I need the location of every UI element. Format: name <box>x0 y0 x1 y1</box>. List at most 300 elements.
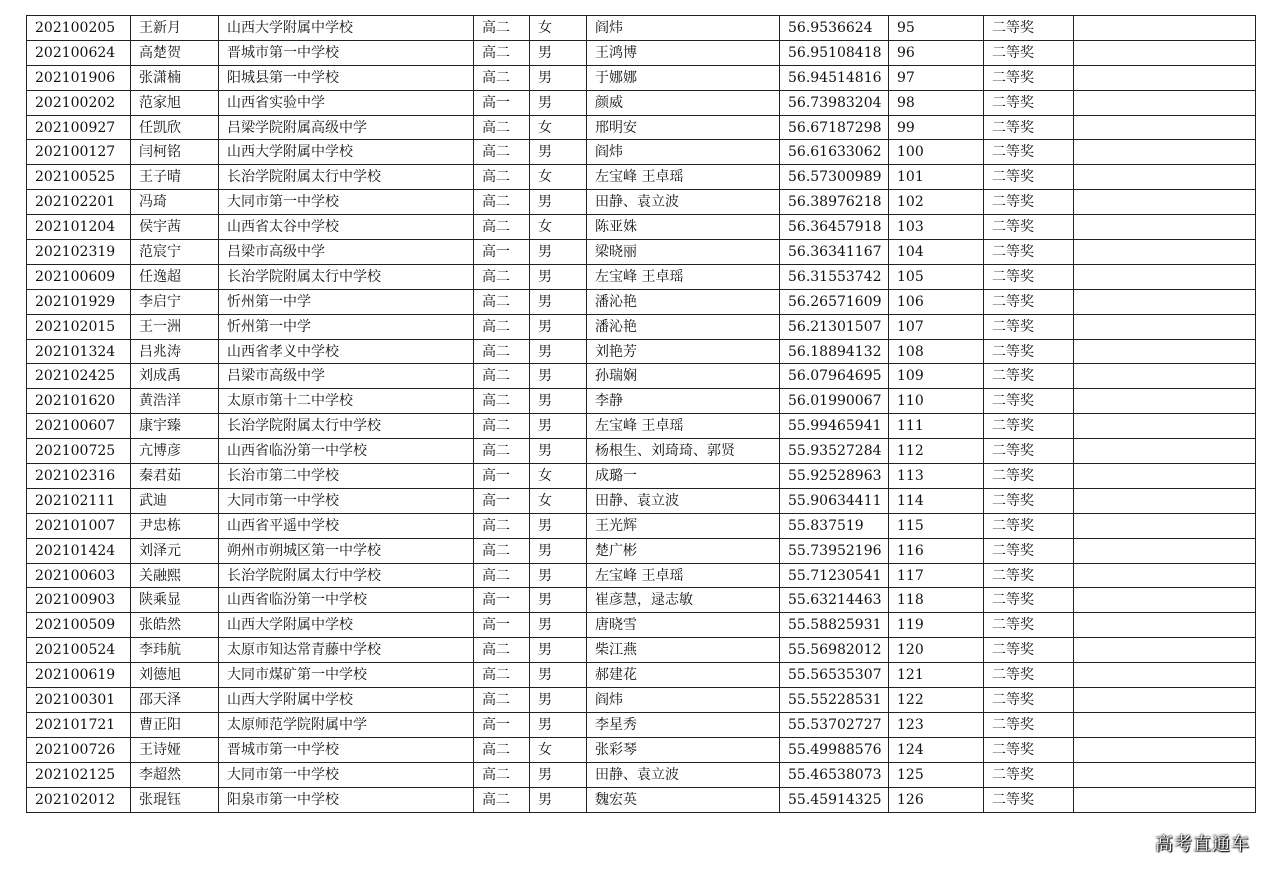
teacher-cell: 左宝峰 王卓瑶 <box>587 165 780 190</box>
school-cell: 山西省孝义中学校 <box>219 339 474 364</box>
empty-cell <box>1074 414 1256 439</box>
rank-cell: 102 <box>889 190 984 215</box>
teacher-cell: 梁晓丽 <box>587 240 780 265</box>
gender-cell: 男 <box>530 762 587 787</box>
teacher-cell: 左宝峰 王卓瑶 <box>587 264 780 289</box>
teacher-cell: 阎炜 <box>587 140 780 165</box>
table-row <box>27 364 1256 389</box>
table-row <box>27 663 1256 688</box>
score-cell: 55.53702727 <box>780 712 889 737</box>
student-id-cell: 202100609 <box>27 264 131 289</box>
school-cell: 山西省临汾第一中学校 <box>219 588 474 613</box>
score-cell: 55.92528963 <box>780 464 889 489</box>
gender-cell: 女 <box>530 165 587 190</box>
table-row <box>27 563 1256 588</box>
student-name-cell: 曹正阳 <box>131 712 219 737</box>
score-cell: 56.26571609 <box>780 289 889 314</box>
gender-cell: 男 <box>530 289 587 314</box>
school-cell: 阳泉市第一中学校 <box>219 787 474 812</box>
gender-cell: 女 <box>530 737 587 762</box>
grade-cell: 高二 <box>474 538 530 563</box>
empty-cell <box>1074 389 1256 414</box>
table-row <box>27 314 1256 339</box>
watermark-logo: 高考直通车 <box>1155 834 1250 855</box>
rank-cell: 122 <box>889 688 984 713</box>
score-cell: 55.837519 <box>780 513 889 538</box>
table-row <box>27 737 1256 762</box>
grade-cell: 高二 <box>474 563 530 588</box>
teacher-cell: 田静、袁立波 <box>587 488 780 513</box>
score-cell: 55.71230541 <box>780 563 889 588</box>
score-cell: 56.94514816 <box>780 65 889 90</box>
table-row <box>27 40 1256 65</box>
award-cell: 二等奖 <box>984 90 1074 115</box>
student-name-cell: 刘德旭 <box>131 663 219 688</box>
gender-cell: 男 <box>530 688 587 713</box>
table-row <box>27 464 1256 489</box>
student-name-cell: 冯琦 <box>131 190 219 215</box>
gender-cell: 男 <box>530 140 587 165</box>
teacher-cell: 左宝峰 王卓瑶 <box>587 414 780 439</box>
grade-cell: 高二 <box>474 339 530 364</box>
rank-cell: 117 <box>889 563 984 588</box>
score-cell: 55.99465941 <box>780 414 889 439</box>
school-cell: 山西省平遥中学校 <box>219 513 474 538</box>
score-cell: 56.38976218 <box>780 190 889 215</box>
empty-cell <box>1074 165 1256 190</box>
teacher-cell: 颜威 <box>587 90 780 115</box>
empty-cell <box>1074 65 1256 90</box>
school-cell: 山西大学附属中学校 <box>219 140 474 165</box>
gender-cell: 男 <box>530 389 587 414</box>
rank-cell: 106 <box>889 289 984 314</box>
empty-cell <box>1074 16 1256 41</box>
rank-cell: 108 <box>889 339 984 364</box>
award-cell: 二等奖 <box>984 737 1074 762</box>
gender-cell: 女 <box>530 16 587 41</box>
student-id-cell: 202100202 <box>27 90 131 115</box>
award-cell: 二等奖 <box>984 787 1074 812</box>
gender-cell: 男 <box>530 538 587 563</box>
empty-cell <box>1074 439 1256 464</box>
school-cell: 长治学院附属太行中学校 <box>219 165 474 190</box>
rank-cell: 97 <box>889 65 984 90</box>
school-cell: 长治学院附属太行中学校 <box>219 264 474 289</box>
gender-cell: 男 <box>530 787 587 812</box>
school-cell: 忻州第一中学 <box>219 314 474 339</box>
school-cell: 大同市第一中学校 <box>219 190 474 215</box>
table-row <box>27 414 1256 439</box>
gender-cell: 男 <box>530 240 587 265</box>
rank-cell: 115 <box>889 513 984 538</box>
student-name-cell: 王新月 <box>131 16 219 41</box>
award-cell: 二等奖 <box>984 563 1074 588</box>
award-cell: 二等奖 <box>984 464 1074 489</box>
student-id-cell: 202100725 <box>27 439 131 464</box>
teacher-cell: 魏宏英 <box>587 787 780 812</box>
empty-cell <box>1074 488 1256 513</box>
grade-cell: 高二 <box>474 414 530 439</box>
score-cell: 56.67187298 <box>780 115 889 140</box>
score-cell: 56.01990067 <box>780 389 889 414</box>
teacher-cell: 潘沁艳 <box>587 314 780 339</box>
table-row <box>27 439 1256 464</box>
score-cell: 55.63214463 <box>780 588 889 613</box>
award-cell: 二等奖 <box>984 638 1074 663</box>
table-row <box>27 90 1256 115</box>
student-id-cell: 202101620 <box>27 389 131 414</box>
gender-cell: 男 <box>530 563 587 588</box>
student-id-cell: 202100624 <box>27 40 131 65</box>
award-cell: 二等奖 <box>984 488 1074 513</box>
table-row <box>27 65 1256 90</box>
student-id-cell: 202102012 <box>27 787 131 812</box>
empty-cell <box>1074 215 1256 240</box>
student-id-cell: 202101424 <box>27 538 131 563</box>
score-cell: 56.57300989 <box>780 165 889 190</box>
teacher-cell: 杨根生、刘琦琦、郭贤 <box>587 439 780 464</box>
empty-cell <box>1074 115 1256 140</box>
student-id-cell: 202101906 <box>27 65 131 90</box>
student-name-cell: 李超然 <box>131 762 219 787</box>
empty-cell <box>1074 638 1256 663</box>
gender-cell: 男 <box>530 339 587 364</box>
student-id-cell: 202100127 <box>27 140 131 165</box>
grade-cell: 高二 <box>474 190 530 215</box>
rank-cell: 107 <box>889 314 984 339</box>
rank-cell: 119 <box>889 613 984 638</box>
grade-cell: 高二 <box>474 364 530 389</box>
student-name-cell: 康宇臻 <box>131 414 219 439</box>
table-row <box>27 165 1256 190</box>
table-row <box>27 762 1256 787</box>
student-id-cell: 202100525 <box>27 165 131 190</box>
rank-cell: 95 <box>889 16 984 41</box>
table-row <box>27 538 1256 563</box>
award-cell: 二等奖 <box>984 364 1074 389</box>
teacher-cell: 于娜娜 <box>587 65 780 90</box>
table-row <box>27 264 1256 289</box>
student-id-cell: 202102015 <box>27 314 131 339</box>
teacher-cell: 唐晓雪 <box>587 613 780 638</box>
empty-cell <box>1074 688 1256 713</box>
rank-cell: 121 <box>889 663 984 688</box>
award-cell: 二等奖 <box>984 314 1074 339</box>
award-cell: 二等奖 <box>984 289 1074 314</box>
school-cell: 山西省实验中学 <box>219 90 474 115</box>
award-cell: 二等奖 <box>984 40 1074 65</box>
gender-cell: 男 <box>530 613 587 638</box>
empty-cell <box>1074 513 1256 538</box>
table-row <box>27 513 1256 538</box>
empty-cell <box>1074 339 1256 364</box>
rank-cell: 101 <box>889 165 984 190</box>
table-row <box>27 389 1256 414</box>
results-table-body <box>27 16 1256 813</box>
school-cell: 吕梁学院附属高级中学 <box>219 115 474 140</box>
award-cell: 二等奖 <box>984 762 1074 787</box>
teacher-cell: 张彩琴 <box>587 737 780 762</box>
grade-cell: 高二 <box>474 737 530 762</box>
student-name-cell: 范家旭 <box>131 90 219 115</box>
school-cell: 太原市知达常青藤中学校 <box>219 638 474 663</box>
award-cell: 二等奖 <box>984 414 1074 439</box>
student-id-cell: 202100509 <box>27 613 131 638</box>
table-row <box>27 688 1256 713</box>
school-cell: 吕梁市高级中学 <box>219 240 474 265</box>
empty-cell <box>1074 240 1256 265</box>
gender-cell: 女 <box>530 215 587 240</box>
score-cell: 55.93527284 <box>780 439 889 464</box>
teacher-cell: 刘艳芳 <box>587 339 780 364</box>
school-cell: 山西省太谷中学校 <box>219 215 474 240</box>
grade-cell: 高二 <box>474 314 530 339</box>
award-cell: 二等奖 <box>984 712 1074 737</box>
table-row <box>27 190 1256 215</box>
grade-cell: 高二 <box>474 215 530 240</box>
student-name-cell: 高楚贺 <box>131 40 219 65</box>
teacher-cell: 阎炜 <box>587 688 780 713</box>
school-cell: 山西大学附属中学校 <box>219 613 474 638</box>
award-cell: 二等奖 <box>984 613 1074 638</box>
grade-cell: 高二 <box>474 40 530 65</box>
grade-cell: 高二 <box>474 513 530 538</box>
award-cell: 二等奖 <box>984 339 1074 364</box>
rank-cell: 114 <box>889 488 984 513</box>
table-row <box>27 115 1256 140</box>
gender-cell: 男 <box>530 588 587 613</box>
grade-cell: 高一 <box>474 613 530 638</box>
rank-cell: 124 <box>889 737 984 762</box>
teacher-cell: 李星秀 <box>587 712 780 737</box>
empty-cell <box>1074 762 1256 787</box>
school-cell: 长治学院附属太行中学校 <box>219 414 474 439</box>
grade-cell: 高一 <box>474 712 530 737</box>
score-cell: 55.45914325 <box>780 787 889 812</box>
school-cell: 大同市第一中学校 <box>219 762 474 787</box>
score-cell: 56.95108418 <box>780 40 889 65</box>
student-id-cell: 202100524 <box>27 638 131 663</box>
empty-cell <box>1074 712 1256 737</box>
award-cell: 二等奖 <box>984 115 1074 140</box>
score-cell: 55.46538073 <box>780 762 889 787</box>
award-cell: 二等奖 <box>984 215 1074 240</box>
student-id-cell: 202102319 <box>27 240 131 265</box>
teacher-cell: 崔彦慧，逯志敏 <box>587 588 780 613</box>
teacher-cell: 郝建花 <box>587 663 780 688</box>
table-row <box>27 638 1256 663</box>
grade-cell: 高二 <box>474 663 530 688</box>
student-id-cell: 202101324 <box>27 339 131 364</box>
table-row <box>27 787 1256 812</box>
student-id-cell: 202100205 <box>27 16 131 41</box>
empty-cell <box>1074 737 1256 762</box>
school-cell: 山西大学附属中学校 <box>219 688 474 713</box>
teacher-cell: 陈亚姝 <box>587 215 780 240</box>
table-row <box>27 613 1256 638</box>
student-name-cell: 张琨钰 <box>131 787 219 812</box>
empty-cell <box>1074 264 1256 289</box>
rank-cell: 103 <box>889 215 984 240</box>
teacher-cell: 李静 <box>587 389 780 414</box>
empty-cell <box>1074 314 1256 339</box>
award-cell: 二等奖 <box>984 389 1074 414</box>
grade-cell: 高一 <box>474 240 530 265</box>
student-id-cell: 202102425 <box>27 364 131 389</box>
grade-cell: 高一 <box>474 488 530 513</box>
student-id-cell: 202102111 <box>27 488 131 513</box>
empty-cell <box>1074 563 1256 588</box>
empty-cell <box>1074 140 1256 165</box>
grade-cell: 高二 <box>474 439 530 464</box>
student-name-cell: 黄浩洋 <box>131 389 219 414</box>
grade-cell: 高一 <box>474 588 530 613</box>
student-name-cell: 任逸超 <box>131 264 219 289</box>
student-name-cell: 秦君茹 <box>131 464 219 489</box>
empty-cell <box>1074 90 1256 115</box>
student-name-cell: 侯宇茜 <box>131 215 219 240</box>
school-cell: 吕梁市高级中学 <box>219 364 474 389</box>
teacher-cell: 潘沁艳 <box>587 289 780 314</box>
rank-cell: 126 <box>889 787 984 812</box>
school-cell: 忻州第一中学 <box>219 289 474 314</box>
gender-cell: 女 <box>530 464 587 489</box>
award-cell: 二等奖 <box>984 439 1074 464</box>
score-cell: 56.36457918 <box>780 215 889 240</box>
grade-cell: 高二 <box>474 688 530 713</box>
empty-cell <box>1074 289 1256 314</box>
grade-cell: 高二 <box>474 165 530 190</box>
rank-cell: 123 <box>889 712 984 737</box>
grade-cell: 高二 <box>474 289 530 314</box>
rank-cell: 118 <box>889 588 984 613</box>
school-cell: 太原师范学院附属中学 <box>219 712 474 737</box>
award-cell: 二等奖 <box>984 16 1074 41</box>
score-cell: 55.56535307 <box>780 663 889 688</box>
grade-cell: 高二 <box>474 16 530 41</box>
grade-cell: 高二 <box>474 140 530 165</box>
grade-cell: 高一 <box>474 464 530 489</box>
rank-cell: 110 <box>889 389 984 414</box>
student-name-cell: 王子晴 <box>131 165 219 190</box>
student-id-cell: 202100301 <box>27 688 131 713</box>
student-name-cell: 吕兆涛 <box>131 339 219 364</box>
teacher-cell: 田静、袁立波 <box>587 190 780 215</box>
school-cell: 长治市第二中学校 <box>219 464 474 489</box>
grade-cell: 高二 <box>474 762 530 787</box>
grade-cell: 高二 <box>474 787 530 812</box>
student-id-cell: 202100726 <box>27 737 131 762</box>
school-cell: 太原市第十二中学校 <box>219 389 474 414</box>
gender-cell: 女 <box>530 488 587 513</box>
award-cell: 二等奖 <box>984 663 1074 688</box>
student-id-cell: 202101929 <box>27 289 131 314</box>
grade-cell: 高二 <box>474 638 530 663</box>
empty-cell <box>1074 190 1256 215</box>
table-row <box>27 339 1256 364</box>
grade-cell: 高二 <box>474 65 530 90</box>
gender-cell: 男 <box>530 90 587 115</box>
gender-cell: 男 <box>530 414 587 439</box>
rank-cell: 100 <box>889 140 984 165</box>
school-cell: 大同市煤矿第一中学校 <box>219 663 474 688</box>
student-name-cell: 任凯欣 <box>131 115 219 140</box>
teacher-cell: 田静、袁立波 <box>587 762 780 787</box>
score-cell: 56.9536624 <box>780 16 889 41</box>
school-cell: 山西省临汾第一中学校 <box>219 439 474 464</box>
score-cell: 55.56982012 <box>780 638 889 663</box>
student-name-cell: 王诗娅 <box>131 737 219 762</box>
student-name-cell: 刘成禹 <box>131 364 219 389</box>
empty-cell <box>1074 538 1256 563</box>
grade-cell: 高一 <box>474 90 530 115</box>
school-cell: 晋城市第一中学校 <box>219 40 474 65</box>
student-name-cell: 刘泽元 <box>131 538 219 563</box>
award-cell: 二等奖 <box>984 688 1074 713</box>
empty-cell <box>1074 40 1256 65</box>
award-cell: 二等奖 <box>984 588 1074 613</box>
student-name-cell: 张皓然 <box>131 613 219 638</box>
student-id-cell: 202100619 <box>27 663 131 688</box>
teacher-cell: 柴江燕 <box>587 638 780 663</box>
student-id-cell: 202100607 <box>27 414 131 439</box>
empty-cell <box>1074 464 1256 489</box>
gender-cell: 男 <box>530 663 587 688</box>
student-name-cell: 范宸宁 <box>131 240 219 265</box>
score-cell: 56.36341167 <box>780 240 889 265</box>
gender-cell: 女 <box>530 115 587 140</box>
score-cell: 56.21301507 <box>780 314 889 339</box>
student-name-cell: 尹忠栋 <box>131 513 219 538</box>
score-cell: 55.90634411 <box>780 488 889 513</box>
school-cell: 朔州市朔城区第一中学校 <box>219 538 474 563</box>
student-id-cell: 202102316 <box>27 464 131 489</box>
student-id-cell: 202101204 <box>27 215 131 240</box>
score-cell: 56.61633062 <box>780 140 889 165</box>
award-cell: 二等奖 <box>984 264 1074 289</box>
table-row <box>27 289 1256 314</box>
gender-cell: 男 <box>530 712 587 737</box>
score-cell: 55.49988576 <box>780 737 889 762</box>
gender-cell: 男 <box>530 264 587 289</box>
rank-cell: 120 <box>889 638 984 663</box>
student-id-cell: 202102201 <box>27 190 131 215</box>
student-name-cell: 张潇楠 <box>131 65 219 90</box>
gender-cell: 男 <box>530 190 587 215</box>
student-id-cell: 202100903 <box>27 588 131 613</box>
student-id-cell: 202101721 <box>27 712 131 737</box>
student-id-cell: 202102125 <box>27 762 131 787</box>
table-row <box>27 215 1256 240</box>
student-name-cell: 武迪 <box>131 488 219 513</box>
table-row <box>27 240 1256 265</box>
rank-cell: 99 <box>889 115 984 140</box>
rank-cell: 116 <box>889 538 984 563</box>
gender-cell: 男 <box>530 40 587 65</box>
empty-cell <box>1074 613 1256 638</box>
score-cell: 56.18894132 <box>780 339 889 364</box>
empty-cell <box>1074 663 1256 688</box>
rank-cell: 104 <box>889 240 984 265</box>
award-cell: 二等奖 <box>984 165 1074 190</box>
table-row <box>27 140 1256 165</box>
teacher-cell: 成璐一 <box>587 464 780 489</box>
award-cell: 二等奖 <box>984 190 1074 215</box>
table-row <box>27 16 1256 41</box>
score-cell: 56.07964695 <box>780 364 889 389</box>
rank-cell: 105 <box>889 264 984 289</box>
table-row <box>27 488 1256 513</box>
